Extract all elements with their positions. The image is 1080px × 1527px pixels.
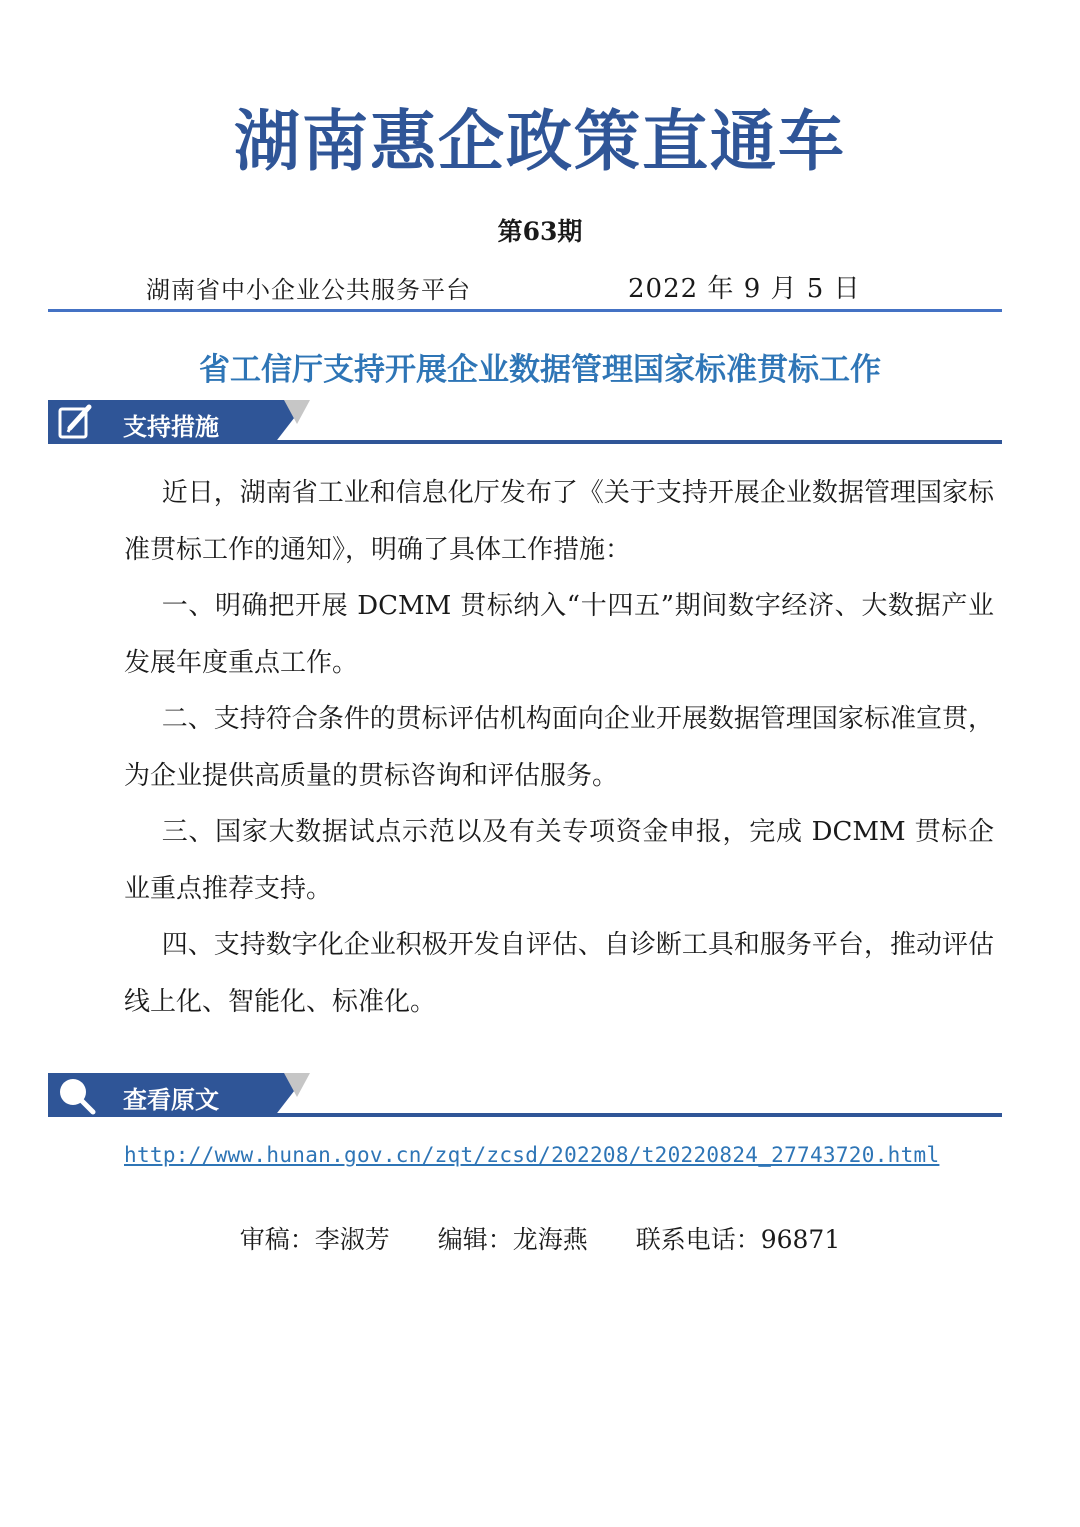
editor-credit: 编辑：龙海燕 bbox=[437, 1225, 588, 1254]
section-header-measures bbox=[48, 400, 1002, 448]
edit-icon bbox=[56, 402, 96, 442]
paragraph-item-4: 四、支持数字化企业积极开发自评估、自诊断工具和服务平台，推动评估线上化、智能化、标准化。 bbox=[124, 930, 994, 1017]
issue-number: 第63期 bbox=[497, 217, 583, 246]
publisher-name: 湖南省中小企业公共服务平台 bbox=[146, 276, 471, 304]
triangle-icon bbox=[284, 400, 310, 424]
publish-date: 2022 年 9 月 5 日 bbox=[628, 274, 861, 304]
footer-credits bbox=[0, 1220, 1080, 1256]
paragraph-intro: 近日，湖南省工业和信息化厅发布了《关于支持开展企业数据管理国家标准贯标工作的通知》，明确了具体工作措施： bbox=[124, 478, 994, 565]
header-divider bbox=[48, 309, 1002, 312]
paragraph-item-2: 二、支持符合条件的贯标评估机构面向企业开展数据管理国家标准宣贯，为企业提供高质量的贯标咨询和评估服务。 bbox=[124, 704, 994, 791]
search-icon bbox=[56, 1075, 96, 1115]
paragraph-item-1: 一、明确把开展 DCMM 贯标纳入“十四五”期间数字经济、大数据产业发展年度重点工作。 bbox=[124, 591, 994, 678]
paragraph-item-3: 三、国家大数据试点示范以及有关专项资金申报，完成 DCMM 贯标企业重点推荐支持。 bbox=[124, 817, 994, 904]
section-label-source: 查看原文 bbox=[123, 1086, 219, 1114]
triangle-icon bbox=[284, 1073, 310, 1097]
section-header-source bbox=[48, 1073, 1002, 1121]
section-label-measures: 支持措施 bbox=[123, 413, 219, 441]
contact-phone: 联系电话：96871 bbox=[635, 1225, 841, 1254]
reviewer-credit: 审稿：李淑芳 bbox=[239, 1225, 390, 1254]
source-link[interactable]: http://www.hunan.gov.cn/zqt/zcsd/202208/t20220824_27743720.html bbox=[124, 1143, 940, 1167]
article-body bbox=[124, 465, 994, 1030]
article-title: 省工信厅支持开展企业数据管理国家标准贯标工作 bbox=[199, 352, 881, 388]
masthead-title: 湖南惠企政策直通车 bbox=[234, 103, 846, 180]
